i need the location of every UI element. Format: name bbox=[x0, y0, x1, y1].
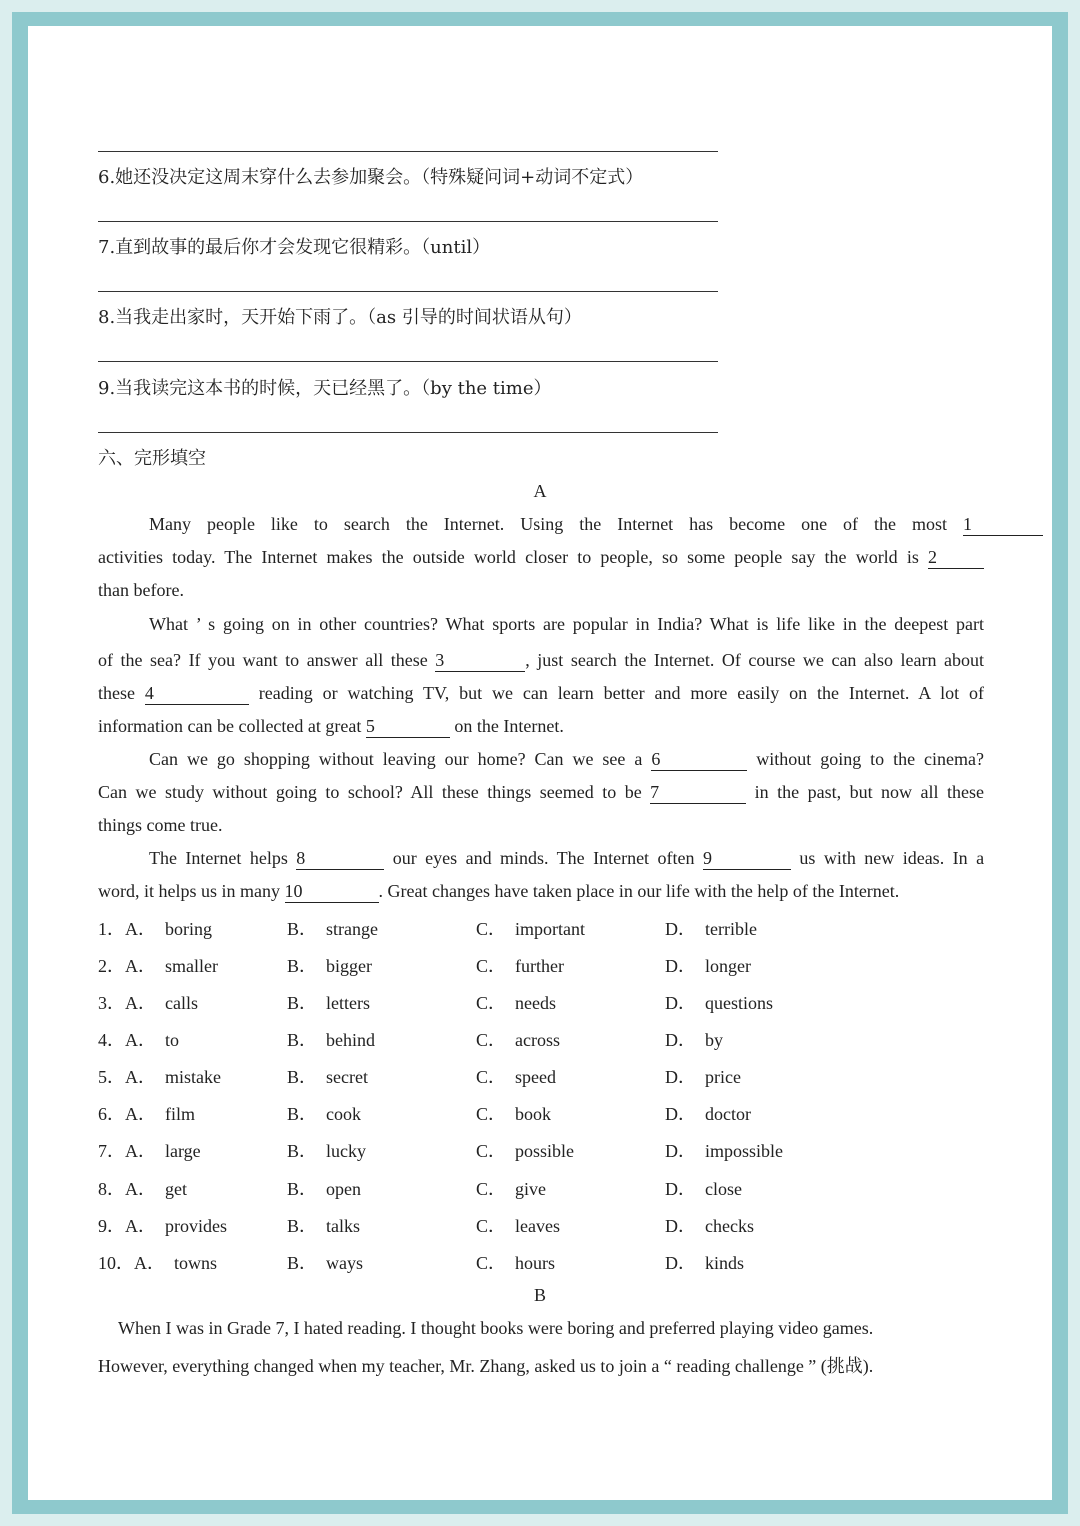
paragraph-line: things come true. bbox=[98, 815, 223, 835]
answer-line bbox=[98, 221, 718, 222]
option-d[interactable]: D． close bbox=[665, 1179, 742, 1199]
option-b[interactable]: B． secret bbox=[287, 1067, 368, 1087]
option-d[interactable]: D． longer bbox=[665, 956, 751, 976]
option-d[interactable]: D． by bbox=[665, 1030, 723, 1050]
option-b[interactable]: B． lucky bbox=[287, 1141, 366, 1161]
option-d[interactable]: D． questions bbox=[665, 993, 773, 1013]
paragraph-line: Can we study without going to school? All these things seemed to be 7 in the past, but now all these bbox=[98, 782, 984, 802]
option-d[interactable]: D． kinds bbox=[665, 1253, 745, 1273]
question-8: 8.当我走出家时，天开始下雨了。（as 引导的时间状语从句） bbox=[98, 307, 582, 328]
blank-3: 3 bbox=[435, 651, 525, 672]
blank-7: 7 bbox=[650, 783, 746, 804]
paragraph-line: Can we go shopping without leaving our home? Can we see a 6 without going to the cinema? bbox=[149, 749, 985, 769]
option-b[interactable]: B． cook bbox=[287, 1104, 361, 1124]
option-c[interactable]: C． possible bbox=[476, 1141, 575, 1161]
option-b[interactable]: B． behind bbox=[287, 1030, 375, 1050]
answer-line bbox=[98, 432, 718, 433]
paragraph-line: of the sea? If you want to answer all these 3 , just search the Internet. Of course we can also learn about bbox=[98, 650, 984, 670]
option-row: 9．A． provides bbox=[98, 1216, 227, 1236]
blank-4: 4 bbox=[145, 684, 249, 705]
option-d[interactable]: D． doctor bbox=[665, 1104, 751, 1124]
option-c[interactable]: C． further bbox=[476, 956, 564, 976]
paragraph-line: information can be collected at great 5 on the Internet. bbox=[98, 716, 564, 736]
blank-8: 8 bbox=[296, 849, 384, 870]
paragraph-line: than before. bbox=[98, 580, 184, 600]
answer-line bbox=[98, 151, 718, 152]
option-d[interactable]: D． terrible bbox=[665, 919, 757, 939]
option-b[interactable]: B． open bbox=[287, 1179, 361, 1199]
option-b[interactable]: B． ways bbox=[287, 1253, 363, 1273]
option-row: 6．A． film bbox=[98, 1104, 195, 1124]
option-d[interactable]: D． price bbox=[665, 1067, 741, 1087]
blank-5: 5 bbox=[366, 717, 450, 738]
blank-1: 1 bbox=[963, 515, 1043, 536]
option-row: 4．A． to bbox=[98, 1030, 179, 1050]
option-b[interactable]: B． strange bbox=[287, 919, 378, 939]
paragraph-line: The Internet helps 8 our eyes and minds. The Internet often 9 us with new ideas. In a bbox=[149, 848, 985, 868]
question-6: 6.她还没决定这周末穿什么去参加聚会。（特殊疑问词+动词不定式） bbox=[98, 167, 644, 188]
answer-line bbox=[98, 291, 718, 292]
answer-line bbox=[98, 361, 718, 362]
option-d[interactable]: D． checks bbox=[665, 1216, 754, 1236]
question-9: 9.当我读完这本书的时候，天已经黑了。（by the time） bbox=[98, 378, 552, 399]
option-b[interactable]: B． letters bbox=[287, 993, 370, 1013]
option-c[interactable]: C． important bbox=[476, 919, 585, 939]
option-row: 8．A． get bbox=[98, 1179, 187, 1199]
passage-b-label: B bbox=[533, 1285, 546, 1305]
question-7: 7.直到故事的最后你才会发现它很精彩。（until） bbox=[98, 237, 491, 258]
blank-6: 6 bbox=[651, 750, 747, 771]
option-b[interactable]: B． bigger bbox=[287, 956, 372, 976]
section-title: 六、完形填空 bbox=[98, 448, 206, 469]
option-row: 1．A． boring bbox=[98, 919, 212, 939]
option-row: 7．A． large bbox=[98, 1141, 201, 1161]
paragraph-line: word, it helps us in many 10 . Great changes have taken place in our life with the help of the Internet. bbox=[98, 881, 900, 901]
option-c[interactable]: C． give bbox=[476, 1179, 546, 1199]
blank-9: 9 bbox=[703, 849, 791, 870]
paragraph-line: Many people like to search the Internet. Using the Internet has become one of the most 1 bbox=[98, 514, 1043, 536]
blank-2: 2 bbox=[928, 548, 984, 569]
passage-b-line-1: When I was in Grade 7, I hated reading. I thought books were boring and preferred playing video games. bbox=[118, 1318, 874, 1338]
option-b[interactable]: B． talks bbox=[287, 1216, 361, 1236]
option-c[interactable]: C． needs bbox=[476, 993, 556, 1013]
option-c[interactable]: C． hours bbox=[476, 1253, 556, 1273]
paragraph-line: these 4 reading or watching TV, but we can learn better and more easily on the Internet. A lot of bbox=[98, 683, 985, 703]
option-row: 2．A． smaller bbox=[98, 956, 218, 976]
blank-10: 10 bbox=[285, 882, 379, 903]
passage-b-line-2: However, everything changed when my teacher, Mr. Zhang, asked us to join a “ reading challenge ” (挑战). bbox=[98, 1356, 874, 1376]
paragraph-line: activities today. The Internet makes the outside world closer to people, so some people say the world is 2 bbox=[98, 547, 984, 569]
option-row: 3．A． calls bbox=[98, 993, 198, 1013]
option-c[interactable]: C． book bbox=[476, 1104, 552, 1124]
paragraph-line: What ’ s going on in other countries? What sports are popular in India? What is life like in the deepest part bbox=[149, 614, 984, 634]
option-c[interactable]: C． across bbox=[476, 1030, 560, 1050]
passage-a-label: A bbox=[533, 481, 547, 501]
option-d[interactable]: D． impossible bbox=[665, 1141, 784, 1161]
option-row: 5．A． mistake bbox=[98, 1067, 221, 1087]
option-row: 10．A． towns bbox=[98, 1253, 218, 1273]
option-c[interactable]: C． speed bbox=[476, 1067, 556, 1087]
option-c[interactable]: C． leaves bbox=[476, 1216, 560, 1236]
